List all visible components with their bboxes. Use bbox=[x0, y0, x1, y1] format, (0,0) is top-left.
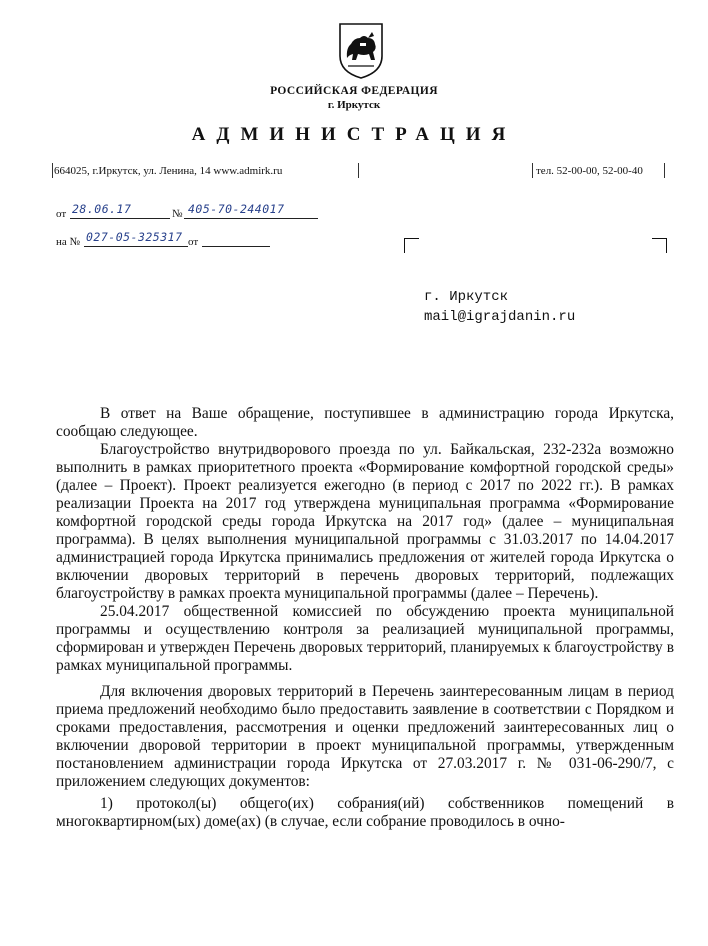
recipient-email: mail@igrajdanin.ru bbox=[424, 309, 576, 325]
paragraph: Благоустройство внутридворового проезда по ул. Байкальская, 232-232а возможно выполнить в рамках приоритетного проекта «Формирование комфортной городской среды» (далее – Проект). Проект реализуется ежегодно (в период с 2017 по 2022 гг.). В рамках реализации Проекта на 2017 год утверждена муниципальная программа «Формирование комфортной городской среды города Иркутска на 2017 год» (далее – муниципальная программа). В целях выполнения муниципальной программы с 31.03.2017 по 14.04.2017 администрацией города Иркутска принимались предложения от жителей города Иркутска о включении дворовых территорий в перечень дворовых территорий, подлежащих благоустройству в рамках проекта муниципальной программы (далее – Перечень). bbox=[56, 441, 674, 602]
country-name: РОССИЙСКАЯ ФЕДЕРАЦИЯ bbox=[270, 85, 438, 97]
in-reply-label: на № bbox=[56, 236, 81, 248]
number-underline bbox=[184, 218, 318, 219]
number-label: № bbox=[172, 208, 183, 220]
address-corner-mark bbox=[404, 238, 419, 253]
in-reply-number-underline bbox=[84, 246, 188, 247]
city-name: г. Иркутск bbox=[327, 99, 381, 111]
phone-text: тел. 52-00-00, 52-00-40 bbox=[536, 165, 643, 177]
in-reply-from-label: от bbox=[188, 236, 199, 248]
paragraph: 25.04.2017 общественной комиссией по обсуждению проекта муниципальной программы и осуществлению контроля за реализацией муниципальной программы, сформирован и утвержден Перечень дворовых территорий, планируемых к благоустройству в рамках муниципальной программы. bbox=[56, 603, 674, 674]
divider bbox=[52, 163, 53, 178]
address-text: 664025, г.Иркутск, ул. Ленина, 14 www.admirk.ru bbox=[54, 165, 283, 177]
paragraph: В ответ на Ваше обращение, поступившее в администрацию города Иркутска, сообщаю следующее. bbox=[56, 405, 674, 440]
from-label: от bbox=[56, 208, 67, 220]
paragraph: Для включения дворовых территорий в Перечень заинтересованным лицам в период приема предложений необходимо было предоставить заявление в соответствии с Порядком и сроками предоставления, рассмотрения и оценки предложений заинтересованных лиц о включении дворовой территории в проект муниципальной программы, утвержденным постановлением администрации города Иркутска от 27.03.2017 г. № 031-06-290/7, с приложением следующих документов: bbox=[56, 683, 674, 790]
letter-body bbox=[56, 405, 674, 831]
date-underline bbox=[70, 218, 170, 219]
in-reply-number: 027-05-325317 bbox=[86, 230, 183, 244]
paragraph: 1) протокол(ы) общего(их) собрания(ий) собственников помещений в многоквартирном(ых) доме(ах) (в случае, если собрание проводилось в очно- bbox=[56, 795, 674, 830]
page-title: АДМИНИСТРАЦИЯ bbox=[191, 124, 517, 145]
divider bbox=[664, 163, 665, 178]
recipient-city: г. Иркутск bbox=[424, 289, 509, 305]
outgoing-date: 28.06.17 bbox=[72, 202, 132, 216]
in-reply-date-underline bbox=[202, 246, 270, 247]
divider bbox=[358, 163, 359, 178]
outgoing-number: 405-70-244017 bbox=[188, 202, 285, 216]
address-corner-mark bbox=[652, 238, 667, 253]
divider bbox=[532, 163, 533, 178]
coat-of-arms-icon bbox=[338, 22, 384, 80]
